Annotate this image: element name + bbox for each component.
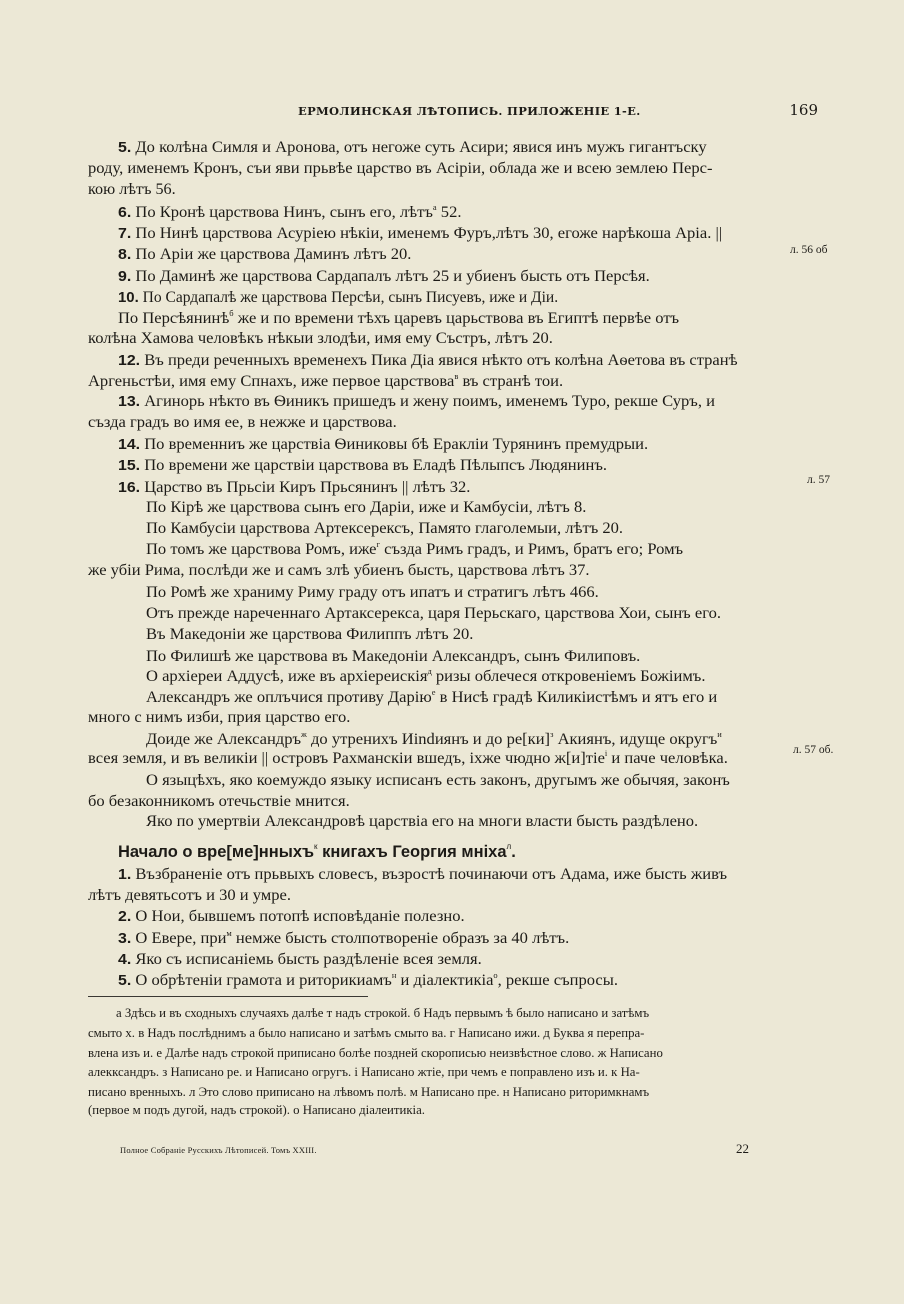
text-line — [88, 792, 350, 812]
footnote-line: влена изъ и. е Далѣе надъ строкой приписано болѣе поздней скорописью неизвѣстное слово. ж Написано — [88, 1046, 663, 1060]
line-text: По Персѣянинѣ — [118, 310, 230, 327]
line-text: създа градъ во имя ее, в нежже и царствова. — [88, 414, 397, 431]
text-line — [88, 561, 590, 581]
text-line — [88, 413, 397, 433]
line-text: О обрѣтеніи грамота и риторикиамъ — [131, 972, 392, 989]
footnote-line: (первое м подъ дугой, надъ строкой). о Написано діалеитикіа. — [88, 1103, 426, 1117]
line-number: 15. — [118, 457, 141, 474]
collection-footer: Полное Собраніе Русскихъ Лѣтописей. Томъ XXIII. — [120, 1145, 317, 1155]
running-title: ЕРМОЛИНСКАЯ ЛѢТОПИСЬ. ПРИЛОЖЕНІЕ 1-Е. — [298, 104, 641, 118]
text-line — [118, 245, 411, 265]
line-text: Въ Македоніи же царствова Филиппъ лѣтъ 20. — [146, 626, 474, 643]
footnote-line: смыто х. в Надъ послѣднимъ а было написано и затѣмъ смыто ва. г Написано ижи. д Буква я перепра- — [88, 1026, 645, 1040]
footnote-mark: б — [229, 309, 234, 318]
line-text: По Кронѣ царствова Нинъ, сынъ его, лѣтъ — [131, 204, 433, 221]
line-number: 9. — [118, 268, 132, 285]
line-text: Агинорь нѣкто въ Ѳиникъ пришедъ и жену поимъ, именемъ Туро, рекше Суръ, и — [140, 393, 715, 410]
line-number: 2. — [118, 908, 132, 925]
line-text: По Нинѣ царствова Асуріею нѣкіи, именемъ Фуръ,лѣтъ 30, егоже нарѣкоша Аріа. || — [131, 225, 723, 242]
line-text: лѣтъ девятьсотъ и 30 и умре. — [88, 887, 291, 904]
text-line — [146, 647, 640, 667]
signature-mark: 22 — [736, 1141, 749, 1156]
margin-note: л. 57 об. — [793, 744, 834, 756]
line-number: 4. — [118, 951, 132, 968]
line-number: 14. — [118, 436, 141, 453]
line-number: 12. — [118, 352, 141, 369]
line-text: всея земля, и въ великіи || островъ Рахманскіи вшедъ, іхже чюдно ж[и]тіе — [88, 750, 605, 767]
text-line — [146, 771, 730, 791]
line-number: 13. — [118, 393, 141, 410]
page-number: 169 — [789, 101, 818, 119]
line-text: колѣна Хамова человѣкъ нѣкыи злодѣи, имя ему Състръ, лѣтъ 20. — [88, 330, 553, 347]
text-line — [118, 138, 707, 158]
line-number: 10. — [118, 289, 139, 306]
footnote-mark: и — [717, 730, 722, 739]
line-number: 7. — [118, 225, 132, 242]
text-line — [118, 971, 618, 993]
line-text: По Сардапалѣ же царствова Персѣи, сынъ Писуевъ, иже и Діи. — [138, 289, 559, 306]
line-text: въ странѣ тои. — [458, 373, 564, 390]
text-line — [118, 435, 648, 455]
line-text: По томъ же царствова Ромъ, иже — [146, 541, 377, 558]
line-text: Акиянъ, идуще округъ — [553, 731, 718, 748]
line-text: По Ромѣ же храниму Риму граду отъ ипатъ и стратигъ лѣтъ 466. — [146, 584, 599, 601]
line-text: много с нимъ изби, прия царство его. — [88, 709, 351, 726]
line-text: По Камбусіи царствова Артексерексъ, Памято глаголемыи, лѣтъ 20. — [146, 520, 624, 537]
text-line — [88, 886, 291, 906]
text-line — [88, 372, 563, 394]
page-header — [298, 101, 818, 124]
text-line — [146, 688, 717, 710]
footnote-mark: з — [550, 730, 554, 739]
line-text: Яко по умертвіи Александровѣ царствіа его на многи власти бысть раздѣлено. — [146, 813, 699, 830]
text-line — [118, 907, 465, 927]
text-line — [146, 604, 721, 624]
line-text: По времени же царствіи царствова въ Еладѣ Пѣлыпсъ Людянинъ. — [140, 457, 608, 474]
text-line — [146, 540, 683, 562]
footnote-line: алекксандръ. з Написано ре. и Написано огругъ. і Написано жтіе, при чемъ е поправлено изъ и. к На- — [88, 1065, 640, 1079]
text-line — [118, 950, 482, 970]
line-text: Александръ же оплъчися противу Дарію — [146, 689, 432, 706]
line-number: 5. — [118, 139, 132, 156]
line-number: 1. — [118, 866, 132, 883]
line-text: кою лѣтъ 56. — [88, 181, 176, 198]
line-text: По Аріи же царствова Даминъ лѣтъ 20. — [131, 246, 412, 263]
text-line — [118, 203, 461, 225]
line-text: роду, именемъ Кронъ, съи яви прьвѣе царство въ Асіріи, облада же и всею землею Перс- — [88, 160, 713, 177]
footnote-mark: м — [226, 929, 232, 938]
text-line — [118, 865, 727, 885]
line-text: По Кірѣ же царствова сынъ его Даріи, иже и Камбусіи, лѣтъ 8. — [146, 499, 587, 516]
text-line — [146, 519, 623, 539]
footnote-rule — [88, 996, 368, 997]
line-text: и паче человѣка. — [607, 750, 728, 767]
line-number: 3. — [118, 930, 132, 947]
line-number: 6. — [118, 204, 132, 221]
footnote-mark: а — [432, 203, 437, 212]
footnote-mark: н — [391, 971, 397, 980]
text-line — [118, 224, 722, 244]
text-line — [88, 708, 350, 728]
text-line — [118, 309, 679, 331]
text-line — [118, 267, 650, 287]
text-line — [118, 929, 569, 951]
line-text: ризы облечеся откровеніемъ Божіимъ. — [431, 668, 706, 685]
text-line — [88, 180, 176, 200]
footnote-line: а Здѣсь и въ сходныхъ случаяхъ далѣе т надъ строкой. б Надъ первымъ ѣ было написано и затѣмъ — [116, 1006, 650, 1020]
line-number: 16. — [118, 479, 141, 496]
line-text: немже бысть столпотвореніе образъ за 40 лѣтъ. — [231, 930, 570, 947]
line-text: 52. — [436, 204, 462, 221]
footnote-mark: о — [493, 971, 498, 980]
line-number: 8. — [118, 246, 132, 263]
footnote-mark: е — [431, 688, 436, 697]
line-text: Яко съ исписаніемь бысть раздѣленіе всея земля. — [131, 951, 482, 968]
footnote-mark: д — [427, 667, 432, 676]
text-line — [118, 288, 558, 308]
line-text: до утрениxъ Иindиянъ и до ре[ки] — [306, 731, 551, 748]
line-text: Царство въ Прьсіи Киръ Прьсянинъ || лѣтъ 32. — [140, 479, 471, 496]
line-text: же и по времени тѣхъ царевъ царьствова въ Египтѣ первѣе отъ — [233, 310, 680, 327]
text-line — [118, 478, 470, 498]
line-text: По Филишѣ же царствова въ Македоніи Александръ, сынъ Филиповъ. — [146, 648, 641, 665]
line-text: О Нои, бывшемъ потопѣ исповѣданіе полезно. — [131, 908, 465, 925]
text-line — [146, 812, 698, 832]
text-line — [146, 667, 705, 689]
footnote-mark: ж — [301, 730, 307, 739]
section-heading: Начало о вре[ме]нныхъ$^к$ книгахъ Георгия мніха$^л$. — [118, 842, 516, 861]
line-text: Аргеньстѣи, имя ему Спнахъ, иже первое царствова — [88, 373, 455, 390]
text-line — [88, 329, 553, 349]
line-text: По временниъ же царствіа Ѳиниковы бѣ Еракліи Турянинъ премудрыи. — [140, 436, 649, 453]
footnote-line: писано вренныхъ. л Это слово приписано на лѣвомъ полѣ. м Написано пре. н Написано риторимкнамъ — [88, 1085, 650, 1099]
line-text: в Нисѣ градѣ Киликіистѣмъ и ятъ его и — [435, 689, 718, 706]
line-text: По Даминѣ же царствова Сардапалъ лѣтъ 25 и убиенъ бысть отъ Персѣя. — [131, 268, 650, 285]
footnote-mark: і — [604, 749, 608, 758]
footnote-mark: в — [454, 372, 459, 381]
line-text: Отъ прежде нареченнаго Артаксерекса, царя Перьскаго, царствова Хои, сынъ его. — [146, 605, 721, 622]
line-text: О Евере, при — [131, 930, 227, 947]
text-line — [88, 749, 728, 771]
line-text: О архіереи Аддусѣ, иже въ архіереискія — [146, 668, 428, 685]
line-text: Доиде же Александръ — [146, 731, 302, 748]
line-text: Възбраненіе отъ прьвыхъ словесъ, възростѣ починаючи отъ Адама, иже бысть живъ — [131, 866, 728, 883]
line-text: , рекше съпросы. — [497, 972, 618, 989]
margin-note: л. 57 — [807, 474, 830, 486]
text-line — [118, 456, 607, 476]
line-text: О языцѣхъ, яко коемуждо языку исписанъ есть законъ, другымъ же обычяя, законъ — [146, 772, 730, 789]
text-line — [118, 351, 738, 371]
line-number: 5. — [118, 972, 132, 989]
line-text: бо безаконникомъ отечьствіе мнится. — [88, 793, 350, 810]
text-line — [146, 498, 586, 518]
line-text: и діалектикіа — [396, 972, 494, 989]
text-line — [118, 392, 715, 412]
text-line — [146, 583, 599, 603]
line-text: създа Римъ градъ, и Римъ, братъ его; Ромъ — [379, 541, 684, 558]
line-text: До колѣна Симля и Аронова, отъ негоже суть Асири; явися инъ мужъ гигантъску — [131, 139, 707, 156]
margin-note: л. 56 об — [790, 244, 828, 256]
text-line — [88, 159, 712, 179]
text-line — [146, 625, 473, 645]
line-text: же убіи Рима, послѣди же и самъ злѣ убиенъ бысть, царствова лѣтъ 37. — [88, 562, 590, 579]
line-text: Въ преди реченныхъ временехъ Пика Діа явися нѣкто отъ колѣна Аѳетова въ странѣ — [140, 352, 738, 369]
footnote-mark: г — [376, 540, 380, 549]
